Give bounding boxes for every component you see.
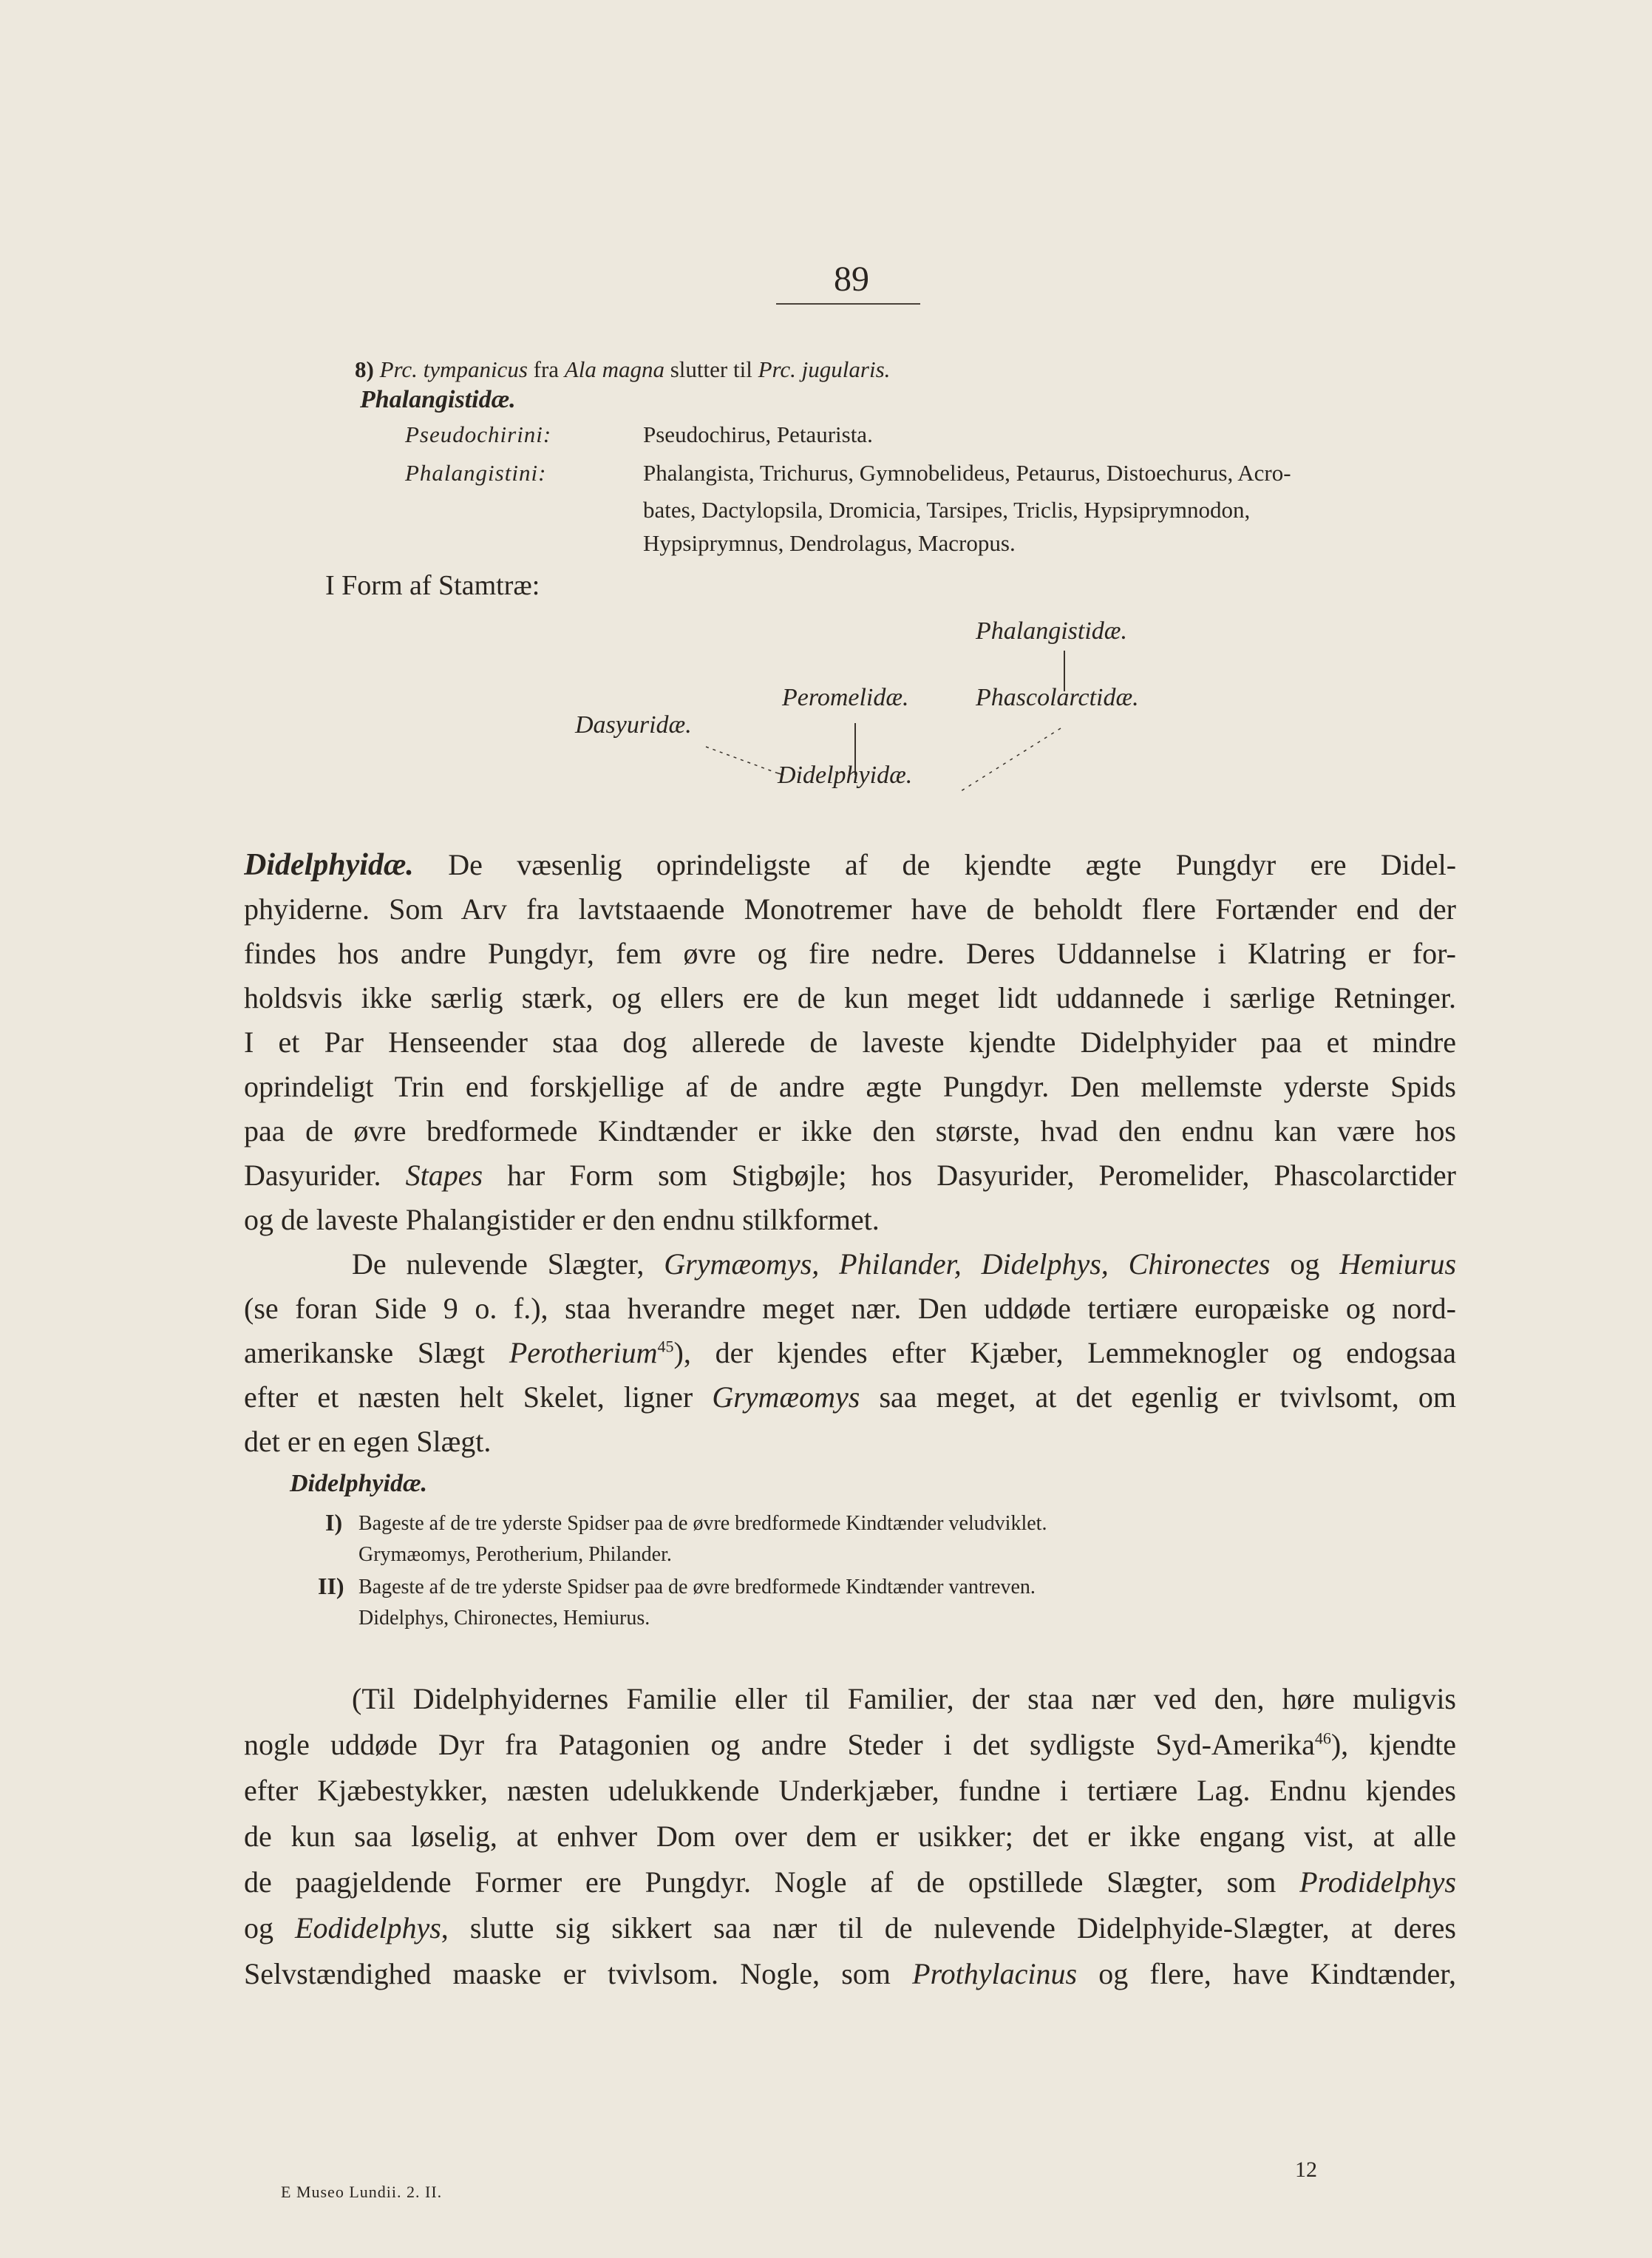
para1-line4: holdsvis ikke særlig stærk, og ellers ere de kun meget lidt uddannede i særlige Retninger.: [244, 981, 1456, 1014]
list-item-ii-genera: Didelphys, Chironectes, Hemiurus.: [358, 1607, 650, 1630]
tree-dasyuridae: Dasyuridæ.: [575, 711, 692, 739]
para3-line2: nogle uddøde Dyr fra Patagonien og andre Steder i det sydligste Syd-Amerika$^{46}$), kjendte: [244, 1728, 1456, 1761]
para1-line2: phyiderne. Som Arv fra lavtstaaende Monotremer have de beholdt flere Fortænder end der: [244, 892, 1456, 926]
tree-peromelidae: Peromelidæ.: [782, 684, 909, 711]
table-row2-line1: Phalangista, Trichurus, Gymnobelideus, Petaurus, Distoechurus, Acro-: [643, 460, 1291, 486]
page-number: 89: [834, 260, 869, 299]
para1-line5: I et Par Henseender staa dog allerede de laveste kjendte Didelphyider paa et mindre: [244, 1025, 1456, 1059]
list-item-ii-number: II): [318, 1573, 344, 1599]
para2-line3: amerikanske Slægt Perotherium$^{45}$), der kjendes efter Kjæber, Lemmeknogler og endogsaa: [244, 1336, 1456, 1369]
para1-heading: Didelphyidæ.: [244, 848, 414, 882]
para3-line4: de kun saa løselig, at enhver Dom over dem er usikker; det er ikke engang vist, at alle: [244, 1820, 1456, 1853]
tree-phascolarctidae: Phascolarctidæ.: [976, 684, 1139, 711]
table-row2-line3: Hypsiprymnus, Dendrolagus, Macropus.: [643, 530, 1016, 556]
para1-line8: Dasyurider. Stapes har Form som Stigbøjle; hos Dasyurider, Peromelider, Phascolarctider: [244, 1159, 1456, 1192]
para2-line4: efter et næsten helt Skelet, ligner Grymæomys saa meget, at det egenlig er tvivlsomt, om: [244, 1380, 1456, 1414]
para3-line1: (Til Didelphyidernes Familie eller til Familier, der staa nær ved den, høre muligvis: [352, 1682, 1456, 1715]
header-note-d: slutter til: [664, 356, 758, 382]
para2-line1: De nulevende Slægter, Grymæomys, Philander, Didelphys, Chironectes og Hemiurus: [352, 1247, 1456, 1281]
para3-line3: efter Kjæbestykker, næsten udelukkende Underkjæber, fundne i tertiære Lag. Endnu kjendes: [244, 1774, 1456, 1807]
table-row2-label: Phalangistini:: [405, 460, 547, 486]
table-row2-line2: bates, Dactylopsila, Dromicia, Tarsipes, Triclis, Hypsiprymnodon,: [643, 497, 1251, 523]
para2-line5: det er en egen Slægt.: [244, 1425, 492, 1458]
list-item-i-text: Bageste af de tre yderste Spidser paa de øvre bredformede Kindtænder veludviklet.: [358, 1512, 1047, 1535]
table-row1-text: Pseudochirus, Petaurista.: [643, 421, 873, 447]
para1-line9: og de laveste Phalangistider er den endnu stilkformet.: [244, 1203, 880, 1236]
signature-mark: 12: [1295, 2157, 1317, 2182]
para2-line2: (se foran Side 9 o. f.), staa hverandre meget nær. Den uddøde tertiære europæiske og nord-: [244, 1292, 1456, 1325]
table-family-heading: Phalangistidæ.: [360, 386, 516, 413]
header-note-e: Prc. jugularis.: [758, 356, 891, 382]
header-note-a: Prc. tympanicus: [379, 356, 528, 382]
list-heading: Didelphyidæ.: [290, 1470, 428, 1497]
list-item-i-number: I): [325, 1509, 343, 1536]
tree-line-dasyuridae: [706, 747, 776, 773]
tree-didelphyidae: Didelphyidæ.: [778, 762, 913, 789]
list-item-i-genera: Grymæomys, Perotherium, Philander.: [358, 1543, 672, 1566]
table-row1-label: Pseudochirini:: [405, 421, 552, 447]
header-note-c: Ala magna: [564, 356, 664, 382]
tree-phalangistidae: Phalangistidæ.: [976, 617, 1127, 645]
list-item-ii-text: Bageste af de tre yderste Spidser paa de øvre bredformede Kindtænder vantreven.: [358, 1576, 1036, 1598]
header-note-b: fra: [527, 356, 565, 382]
footer-source: E Museo Lundii. 2. II.: [281, 2183, 443, 2201]
para3-line7: Selvstændighed maaske er tvivlsom. Nogle, som Prothylacinus og flere, have Kindtænder,: [244, 1957, 1456, 1990]
para1-line3: findes hos andre Pungdyr, fem øvre og fire nedre. Deres Uddannelse i Klatring er for-: [244, 937, 1456, 970]
para3-line6: og Eodidelphys, slutte sig sikkert saa nær til de nulevende Didelphyide-Slægter, at deres: [244, 1911, 1456, 1945]
phylo-tree-lines: [0, 0, 1652, 850]
para1-line6: oprindeligt Trin end forskjellige af de andre ægte Pungdyr. Den mellemste yderste Spids: [244, 1070, 1456, 1103]
para1-line1: Didelphyidæ. De væsenlig oprindeligste af de kjendte ægte Pungdyr ere Didel-: [244, 848, 1456, 882]
header-note-number: 8): [355, 356, 374, 382]
tree-line-phascolarctidae: [961, 728, 1061, 791]
tree-intro: I Form af Stamtræ:: [325, 570, 540, 601]
para1-line7: paa de øvre bredformede Kindtænder er ikke den største, hvad den endnu kan være hos: [244, 1114, 1456, 1147]
para3-line5: de paagjeldende Former ere Pungdyr. Nogle af de opstillede Slægter, som Prodidelphys: [244, 1865, 1456, 1899]
